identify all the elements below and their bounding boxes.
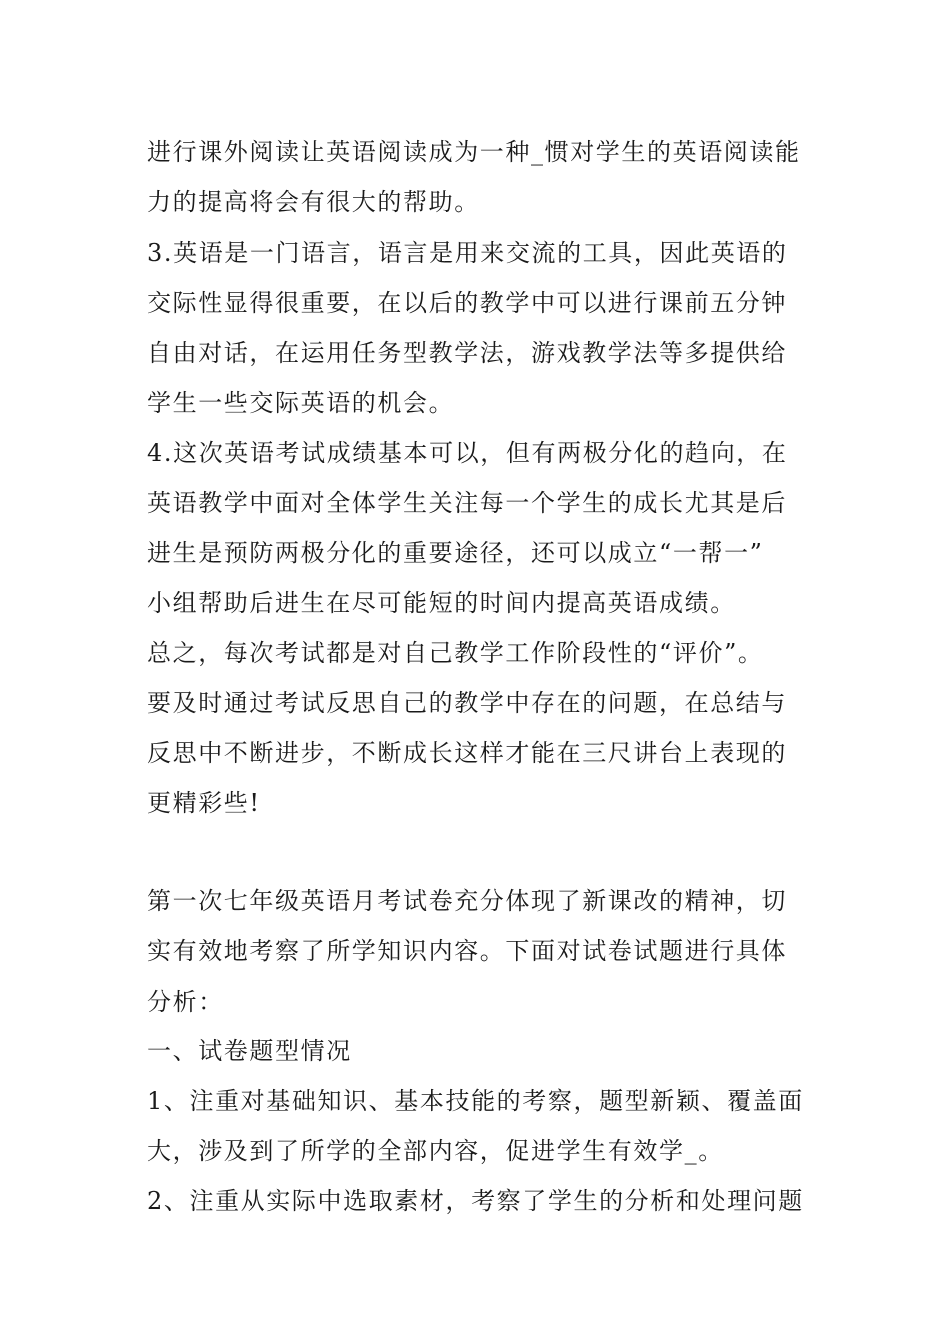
text-line: 英语教学中面对全体学生关注每一个学生的成长尤其是后 — [147, 489, 787, 517]
text-line: 力的提高将会有很大的帮助。 — [147, 188, 480, 216]
text-line: 2、注重从实际中选取素材，考察了学生的分析和处理问题 — [147, 1187, 804, 1215]
text-line: 反思中不断进步，不断成长这样才能在三尺讲台上表现的 — [147, 739, 787, 767]
section-heading: 一、试卷题型情况 — [147, 1037, 352, 1065]
text-line: 更精彩些! — [147, 789, 261, 817]
text-line: 进行课外阅读让英语阅读成为一种_惯对学生的英语阅读能 — [147, 138, 801, 166]
text-line: 学生一些交际英语的机会。 — [147, 389, 455, 417]
text-line: 自由对话，在运用任务型教学法，游戏教学法等多提供给 — [147, 339, 787, 367]
text-line: 大，涉及到了所学的全部内容，促进学生有效学_。 — [147, 1137, 724, 1165]
text-line: 3.英语是一门语言，语言是用来交流的工具，因此英语的 — [147, 239, 788, 267]
text-line: 要及时通过考试反思自己的教学中存在的问题，在总结与 — [147, 689, 787, 717]
text-line: 分析： — [147, 988, 224, 1016]
text-line: 第一次七年级英语月考试卷充分体现了新课改的精神，切 — [147, 887, 787, 915]
text-line: 小组帮助后进生在尽可能短的时间内提高英语成绩。 — [147, 589, 736, 617]
text-line: 4.这次英语考试成绩基本可以，但有两极分化的趋向，在 — [147, 439, 788, 467]
text-line: 1、注重对基础知识、基本技能的考察，题型新颖、覆盖面 — [147, 1087, 804, 1115]
text-line: 实有效地考察了所学知识内容。下面对试卷试题进行具体 — [147, 937, 787, 965]
text-line: 总之，每次考试都是对自己教学工作阶段性的“评价”。 — [147, 639, 764, 667]
text-line: 交际性显得很重要，在以后的教学中可以进行课前五分钟 — [147, 289, 787, 317]
text-line: 进生是预防两极分化的重要途径，还可以成立“一帮一” — [147, 539, 764, 567]
